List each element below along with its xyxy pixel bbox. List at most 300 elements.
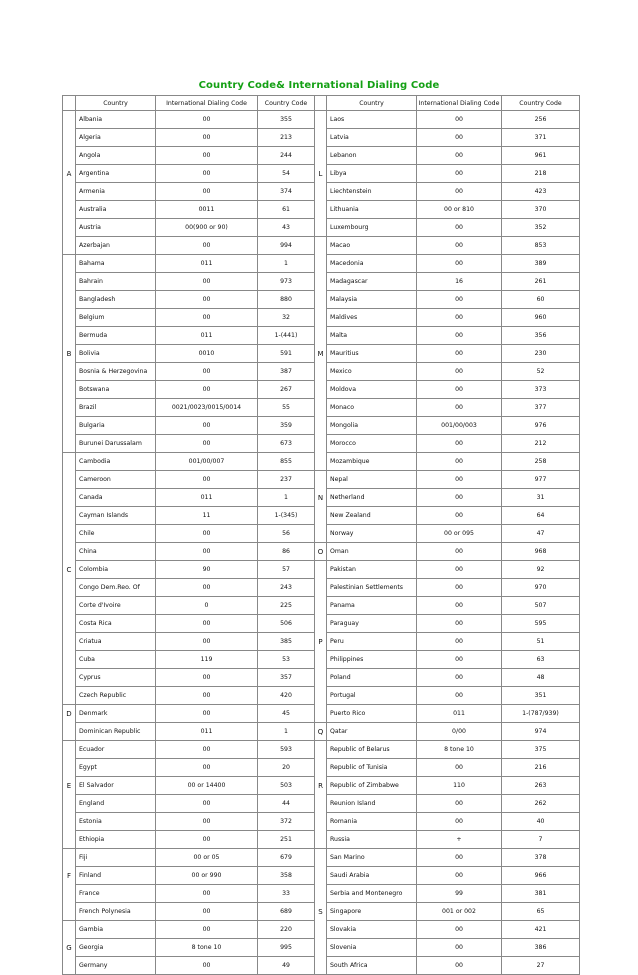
right-country-cell: Netherland: [327, 489, 417, 507]
right-letter-cell: O: [315, 543, 327, 561]
right-dialing-code-cell: 00: [417, 453, 502, 471]
right-dialing-code-cell: 00: [417, 183, 502, 201]
right-country-cell: Poland: [327, 669, 417, 687]
right-dialing-code-cell: 00: [417, 237, 502, 255]
right-letter-cell: [315, 921, 327, 939]
right-country-code-cell: 352: [502, 219, 580, 237]
left-dialing-code-cell: 011: [156, 489, 258, 507]
right-letter-cell: [315, 111, 327, 129]
left-country-cell: Burunei Darussalam: [76, 435, 156, 453]
right-letter-cell: [315, 291, 327, 309]
left-letter-cell: [63, 453, 76, 471]
table-row: [63, 309, 580, 327]
left-letter-cell: [63, 147, 76, 165]
right-letter-cell: [315, 597, 327, 615]
left-country-cell: El Salvador: [76, 777, 156, 795]
left-country-code-cell: 33: [258, 885, 315, 903]
table-row: [63, 687, 580, 705]
left-letter-cell: D: [63, 705, 76, 723]
left-letter-cell: [63, 489, 76, 507]
left-letter-cell: B: [63, 345, 76, 363]
left-dialing-code-cell: 00: [156, 183, 258, 201]
header-country-right: Country: [327, 96, 417, 111]
left-dialing-code-cell: 00: [156, 147, 258, 165]
left-letter-cell: [63, 957, 76, 975]
left-letter-cell: [63, 525, 76, 543]
right-letter-cell: [315, 525, 327, 543]
left-country-cell: Belgium: [76, 309, 156, 327]
left-letter-cell: [63, 201, 76, 219]
right-dialing-code-cell: 00: [417, 147, 502, 165]
left-country-code-cell: 359: [258, 417, 315, 435]
left-letter-cell: [63, 885, 76, 903]
right-country-code-cell: 218: [502, 165, 580, 183]
right-country-cell: Singapore: [327, 903, 417, 921]
left-country-code-cell: 1: [258, 489, 315, 507]
left-country-code-cell: 86: [258, 543, 315, 561]
left-letter-cell: [63, 903, 76, 921]
left-country-cell: Germany: [76, 957, 156, 975]
right-country-cell: Norway: [327, 525, 417, 543]
left-dialing-code-cell: 00: [156, 237, 258, 255]
right-country-cell: Liechtenstein: [327, 183, 417, 201]
header-country-left: Country: [76, 96, 156, 111]
right-country-cell: Laos: [327, 111, 417, 129]
left-dialing-code-cell: 00: [156, 165, 258, 183]
right-country-cell: Portugal: [327, 687, 417, 705]
right-country-cell: Qatar: [327, 723, 417, 741]
right-letter-cell: Q: [315, 723, 327, 741]
left-dialing-code-cell: 11: [156, 507, 258, 525]
left-dialing-code-cell: 00: [156, 795, 258, 813]
left-dialing-code-cell: 011: [156, 327, 258, 345]
right-letter-cell: [315, 237, 327, 255]
right-country-cell: Mozambique: [327, 453, 417, 471]
right-dialing-code-cell: 00: [417, 543, 502, 561]
left-country-code-cell: 374: [258, 183, 315, 201]
left-letter-cell: [63, 129, 76, 147]
right-dialing-code-cell: 00: [417, 669, 502, 687]
left-dialing-code-cell: 00: [156, 543, 258, 561]
left-letter-cell: [63, 327, 76, 345]
left-letter-cell: [63, 471, 76, 489]
left-letter-cell: F: [63, 867, 76, 885]
left-letter-cell: [63, 633, 76, 651]
right-country-cell: Nepal: [327, 471, 417, 489]
left-country-code-cell: 55: [258, 399, 315, 417]
left-letter-cell: [63, 219, 76, 237]
right-letter-cell: [315, 381, 327, 399]
right-letter-cell: [315, 939, 327, 957]
right-letter-cell: S: [315, 903, 327, 921]
left-dialing-code-cell: 00: [156, 471, 258, 489]
left-country-cell: Bermuda: [76, 327, 156, 345]
right-country-code-cell: 968: [502, 543, 580, 561]
right-letter-cell: [315, 273, 327, 291]
left-letter-cell: G: [63, 939, 76, 957]
left-dialing-code-cell: 00: [156, 291, 258, 309]
table-row: [63, 255, 580, 273]
right-letter-cell: [315, 129, 327, 147]
left-country-code-cell: 32: [258, 309, 315, 327]
right-dialing-code-cell: 00: [417, 939, 502, 957]
table-row: [63, 327, 580, 345]
right-country-code-cell: 977: [502, 471, 580, 489]
right-dialing-code-cell: 00: [417, 381, 502, 399]
right-dialing-code-cell: 00: [417, 795, 502, 813]
left-country-cell: Bahama: [76, 255, 156, 273]
left-dialing-code-cell: 00: [156, 381, 258, 399]
left-dialing-code-cell: 001/00/007: [156, 453, 258, 471]
right-dialing-code-cell: 00: [417, 507, 502, 525]
right-country-code-cell: 92: [502, 561, 580, 579]
left-country-cell: Georgia: [76, 939, 156, 957]
right-dialing-code-cell: 00: [417, 327, 502, 345]
table-row: [63, 507, 580, 525]
left-country-cell: Bolivia: [76, 345, 156, 363]
table-body: [63, 111, 580, 975]
right-letter-cell: R: [315, 777, 327, 795]
table-row: [63, 561, 580, 579]
right-letter-cell: [315, 579, 327, 597]
left-country-code-cell: 679: [258, 849, 315, 867]
left-country-code-cell: 593: [258, 741, 315, 759]
left-country-cell: Armenia: [76, 183, 156, 201]
right-country-cell: Malta: [327, 327, 417, 345]
left-dialing-code-cell: 00: [156, 903, 258, 921]
right-letter-cell: [315, 507, 327, 525]
left-letter-cell: [63, 291, 76, 309]
dialing-code-table: [62, 95, 580, 975]
left-dialing-code-cell: 00: [156, 813, 258, 831]
left-country-code-cell: 673: [258, 435, 315, 453]
left-letter-cell: [63, 399, 76, 417]
right-country-cell: Oman: [327, 543, 417, 561]
right-country-code-cell: 256: [502, 111, 580, 129]
left-country-cell: Fiji: [76, 849, 156, 867]
right-letter-cell: N: [315, 489, 327, 507]
left-letter-cell: [63, 111, 76, 129]
right-country-cell: Mauritius: [327, 345, 417, 363]
right-country-code-cell: 7: [502, 831, 580, 849]
left-dialing-code-cell: 00: [156, 705, 258, 723]
right-country-code-cell: 595: [502, 615, 580, 633]
right-dialing-code-cell: 00: [417, 813, 502, 831]
right-country-cell: Saudi Arabia: [327, 867, 417, 885]
left-country-cell: Cayman Islands: [76, 507, 156, 525]
right-dialing-code-cell: 00: [417, 615, 502, 633]
right-country-cell: Serbia and Montenegro: [327, 885, 417, 903]
right-country-code-cell: 261: [502, 273, 580, 291]
left-country-code-cell: 213: [258, 129, 315, 147]
left-dialing-code-cell: 00: [156, 687, 258, 705]
left-letter-cell: [63, 669, 76, 687]
header-dialing-code-right: International Dialing Code: [417, 96, 502, 111]
left-dialing-code-cell: 0010: [156, 345, 258, 363]
left-country-cell: Canada: [76, 489, 156, 507]
header-dialing-code-left: International Dialing Code: [156, 96, 258, 111]
left-country-code-cell: 54: [258, 165, 315, 183]
right-country-code-cell: 960: [502, 309, 580, 327]
right-letter-cell: [315, 327, 327, 345]
right-country-cell: Slovakia: [327, 921, 417, 939]
left-country-code-cell: 43: [258, 219, 315, 237]
table-row: [63, 759, 580, 777]
left-country-cell: China: [76, 543, 156, 561]
right-country-code-cell: 64: [502, 507, 580, 525]
right-country-cell: Puerto Rico: [327, 705, 417, 723]
left-dialing-code-cell: 00: [156, 759, 258, 777]
left-country-code-cell: 355: [258, 111, 315, 129]
right-country-code-cell: 421: [502, 921, 580, 939]
table-row: [63, 147, 580, 165]
right-dialing-code-cell: 011: [417, 705, 502, 723]
table-row: [63, 399, 580, 417]
table-row: [63, 705, 580, 723]
right-letter-cell: [315, 183, 327, 201]
right-country-code-cell: 47: [502, 525, 580, 543]
table-row: [63, 813, 580, 831]
right-dialing-code-cell: 00: [417, 633, 502, 651]
right-letter-cell: [315, 219, 327, 237]
left-letter-cell: [63, 435, 76, 453]
right-letter-cell: [315, 741, 327, 759]
right-country-code-cell: 52: [502, 363, 580, 381]
right-dialing-code-cell: 00: [417, 687, 502, 705]
left-country-code-cell: 251: [258, 831, 315, 849]
right-country-cell: Luxembourg: [327, 219, 417, 237]
left-dialing-code-cell: 00: [156, 309, 258, 327]
left-country-cell: Cyprus: [76, 669, 156, 687]
page-title: Country Code& International Dialing Code: [198, 80, 440, 91]
right-country-code-cell: 961: [502, 147, 580, 165]
left-country-code-cell: 591: [258, 345, 315, 363]
table-row: [63, 453, 580, 471]
right-country-cell: Republic of Zimbabwe: [327, 777, 417, 795]
left-letter-cell: [63, 183, 76, 201]
left-letter-cell: [63, 417, 76, 435]
table-row: [63, 615, 580, 633]
right-dialing-code-cell: 00: [417, 345, 502, 363]
right-country-code-cell: 1-(787/939): [502, 705, 580, 723]
table-row: [63, 525, 580, 543]
right-dialing-code-cell: 00: [417, 363, 502, 381]
left-letter-cell: [63, 255, 76, 273]
table-row: [63, 201, 580, 219]
header-row: [63, 96, 580, 111]
right-country-cell: Latvia: [327, 129, 417, 147]
right-country-cell: Lithuania: [327, 201, 417, 219]
right-dialing-code-cell: 8 tone 10: [417, 741, 502, 759]
left-dialing-code-cell: 00 or 14400: [156, 777, 258, 795]
left-country-code-cell: 973: [258, 273, 315, 291]
left-dialing-code-cell: 00(900 or 90): [156, 219, 258, 237]
left-dialing-code-cell: 00: [156, 633, 258, 651]
table-row: [63, 111, 580, 129]
right-country-code-cell: 356: [502, 327, 580, 345]
right-dialing-code-cell: 00: [417, 957, 502, 975]
table-row: [63, 165, 580, 183]
left-dialing-code-cell: 00: [156, 741, 258, 759]
right-letter-cell: [315, 849, 327, 867]
table-row: [63, 651, 580, 669]
right-country-cell: Republic of Tunisia: [327, 759, 417, 777]
right-country-code-cell: 377: [502, 399, 580, 417]
right-country-cell: Mexico: [327, 363, 417, 381]
left-country-cell: Austria: [76, 219, 156, 237]
left-letter-cell: [63, 759, 76, 777]
right-country-code-cell: 507: [502, 597, 580, 615]
right-country-cell: Palestinian Settlements: [327, 579, 417, 597]
table-row: [63, 939, 580, 957]
right-dialing-code-cell: 0/00: [417, 723, 502, 741]
right-country-code-cell: 853: [502, 237, 580, 255]
right-country-code-cell: 65: [502, 903, 580, 921]
left-letter-cell: [63, 237, 76, 255]
left-dialing-code-cell: 0011: [156, 201, 258, 219]
left-letter-cell: [63, 687, 76, 705]
right-country-code-cell: 351: [502, 687, 580, 705]
right-dialing-code-cell: 00: [417, 129, 502, 147]
table-row: [63, 867, 580, 885]
right-letter-cell: [315, 363, 327, 381]
left-country-code-cell: 267: [258, 381, 315, 399]
left-country-code-cell: 57: [258, 561, 315, 579]
right-country-cell: Reunion Island: [327, 795, 417, 813]
table-row: [63, 345, 580, 363]
right-letter-cell: [315, 561, 327, 579]
left-country-code-cell: 49: [258, 957, 315, 975]
table-row: [63, 921, 580, 939]
left-letter-cell: A: [63, 165, 76, 183]
right-dialing-code-cell: 99: [417, 885, 502, 903]
left-country-code-cell: 53: [258, 651, 315, 669]
right-letter-cell: [315, 795, 327, 813]
right-letter-cell: P: [315, 633, 327, 651]
left-letter-cell: [63, 507, 76, 525]
header-spacer-right: [315, 96, 327, 111]
right-dialing-code-cell: 00: [417, 867, 502, 885]
right-letter-cell: [315, 957, 327, 975]
right-country-cell: San Marino: [327, 849, 417, 867]
table-row: [63, 885, 580, 903]
right-dialing-code-cell: 00: [417, 111, 502, 129]
right-dialing-code-cell: 00: [417, 291, 502, 309]
left-country-code-cell: 420: [258, 687, 315, 705]
left-dialing-code-cell: 00: [156, 957, 258, 975]
right-dialing-code-cell: 001 or 002: [417, 903, 502, 921]
left-country-cell: Bahrain: [76, 273, 156, 291]
right-country-cell: Macedonia: [327, 255, 417, 273]
left-country-code-cell: 220: [258, 921, 315, 939]
right-dialing-code-cell: 00: [417, 219, 502, 237]
right-country-code-cell: 27: [502, 957, 580, 975]
left-country-cell: Algeria: [76, 129, 156, 147]
right-country-cell: Panama: [327, 597, 417, 615]
left-country-code-cell: 1: [258, 255, 315, 273]
table-row: [63, 489, 580, 507]
left-dialing-code-cell: 00: [156, 669, 258, 687]
left-country-code-cell: 243: [258, 579, 315, 597]
left-country-code-cell: 1-(441): [258, 327, 315, 345]
left-letter-cell: [63, 921, 76, 939]
left-dialing-code-cell: 00: [156, 273, 258, 291]
left-country-code-cell: 385: [258, 633, 315, 651]
left-letter-cell: [63, 309, 76, 327]
right-dialing-code-cell: 00: [417, 489, 502, 507]
left-country-cell: Argentina: [76, 165, 156, 183]
right-letter-cell: [315, 669, 327, 687]
right-country-cell: Mongolia: [327, 417, 417, 435]
left-letter-cell: [63, 615, 76, 633]
right-country-code-cell: 230: [502, 345, 580, 363]
right-letter-cell: [315, 471, 327, 489]
left-country-cell: Chile: [76, 525, 156, 543]
right-letter-cell: [315, 885, 327, 903]
right-country-code-cell: 389: [502, 255, 580, 273]
left-letter-cell: E: [63, 777, 76, 795]
right-country-code-cell: 216: [502, 759, 580, 777]
header-country-code-left: Country Code: [258, 96, 315, 111]
table-row: [63, 597, 580, 615]
left-country-code-cell: 880: [258, 291, 315, 309]
left-dialing-code-cell: 00 or 05: [156, 849, 258, 867]
left-country-code-cell: 45: [258, 705, 315, 723]
right-letter-cell: [315, 255, 327, 273]
left-country-code-cell: 237: [258, 471, 315, 489]
table-row: [63, 417, 580, 435]
left-dialing-code-cell: 00: [156, 363, 258, 381]
right-country-code-cell: 378: [502, 849, 580, 867]
right-dialing-code-cell: 110: [417, 777, 502, 795]
table-row: [63, 363, 580, 381]
right-country-code-cell: 31: [502, 489, 580, 507]
left-country-code-cell: 994: [258, 237, 315, 255]
table-row: [63, 633, 580, 651]
right-country-code-cell: 258: [502, 453, 580, 471]
left-country-cell: Cameroon: [76, 471, 156, 489]
table-row: [63, 471, 580, 489]
left-country-code-cell: 56: [258, 525, 315, 543]
table-row: [63, 291, 580, 309]
left-country-cell: Bulgaria: [76, 417, 156, 435]
right-letter-cell: [315, 399, 327, 417]
left-dialing-code-cell: 011: [156, 723, 258, 741]
left-country-cell: Costa Rica: [76, 615, 156, 633]
right-letter-cell: [315, 831, 327, 849]
right-country-code-cell: 381: [502, 885, 580, 903]
left-dialing-code-cell: 00: [156, 615, 258, 633]
header-spacer-left: [63, 96, 76, 111]
right-letter-cell: [315, 813, 327, 831]
left-dialing-code-cell: 00: [156, 525, 258, 543]
left-country-cell: Botswana: [76, 381, 156, 399]
table-row: [63, 579, 580, 597]
left-country-code-cell: 357: [258, 669, 315, 687]
left-country-code-cell: 1-(345): [258, 507, 315, 525]
right-dialing-code-cell: 00: [417, 435, 502, 453]
table-row: [63, 723, 580, 741]
left-dialing-code-cell: 119: [156, 651, 258, 669]
left-country-cell: Bosnia & Herzegovina: [76, 363, 156, 381]
table-row: [63, 669, 580, 687]
left-country-cell: Ecuador: [76, 741, 156, 759]
right-letter-cell: [315, 651, 327, 669]
right-letter-cell: [315, 867, 327, 885]
table-row: [63, 903, 580, 921]
right-dialing-code-cell: 00 or 810: [417, 201, 502, 219]
right-country-cell: New Zealand: [327, 507, 417, 525]
